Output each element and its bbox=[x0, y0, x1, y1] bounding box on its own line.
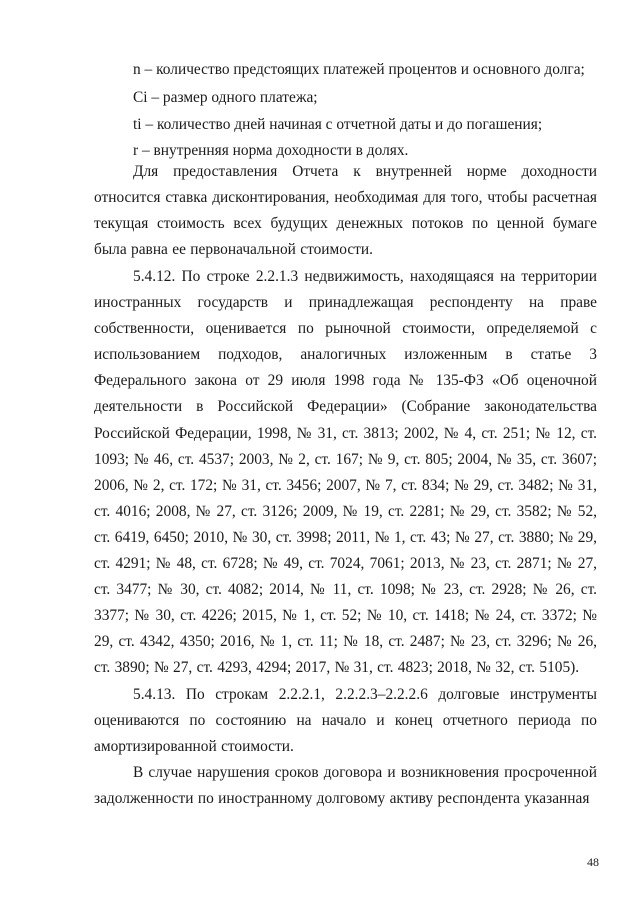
definition-ti: ti – количество дней начиная с отчетной даты и до погашения; bbox=[133, 116, 543, 133]
definition-n: n – количество предстоящих платежей процентов и основного долга; bbox=[133, 61, 585, 78]
paragraph-5-4-13: 5.4.13. По строкам 2.2.2.1, 2.2.2.3–2.2.2.6 долговые инструменты оцениваются по состоянию на начало и конец отчетного периода по амортизированной стоимости. bbox=[94, 686, 597, 756]
definition-r: r – внутренняя норма доходности в долях. bbox=[133, 142, 409, 159]
definition-ci: Ci – размер одного платежа; bbox=[133, 89, 318, 106]
paragraph-5-4-12: 5.4.12. По строке 2.2.1.3 недвижимость, находящаяся на территории иностранных государств и принадлежащая респонденту на праве собственности, оценивается по рыночной стоимости, определяемой с использованием подходов, аналогичных изложенным в статье 3 Федерального закона от 29 июля 1998 года № 135-ФЗ «Об оценочной деятельности в Российской Федерации» (Собрание законодательства Российской Федерации, 1998, № 31, ст. 3813; 2002, № 4, ст. 251; № 12, ст. 1093; № 46, ст. 4537; 2003, № 2, ст. 167; № 9, ст. 805; 2004, № 35, ст. 3607; 2006, № 2, ст. 172; № 31, ст. 3456; 2007, № 7, ст. 834; № 29, ст. 3482; № 31, ст. 4016; 2008, № 27, ст. 3126; 2009, № 19, ст. 2281; № 29, ст. 3582; № 52, ст. 6419, 6450; 2010, № 30, ст. 3998; 2011, № 1, ст. 43; № 27, ст. 3880; № 29, ст. 4291; № 48, ст. 6728; № 49, ст. 7024, 7061; 2013, № 23, ст. 2871; № 27, ст. 3477; № 30, ст. 4082; 2014, № 11, ст. 1098; № 23, ст. 2928; № 26, ст. 3377; № 30, ст. 4226; 2015, № 1, ст. 52; № 10, ст. 1418; № 24, ст. 3372; № 29, ст. 4342, 4350; 2016, № 1, ст. 11; № 18, ст. 2487; № 23, ст. 3296; № 26, ст. 3890; № 27, ст. 4293, 4294; 2017, № 31, ст. 4823; 2018, № 32, ст. 5105). bbox=[94, 268, 597, 677]
page-number: 48 bbox=[587, 855, 599, 869]
paragraph-overdue-debt: В случае нарушения сроков договора и возникновения просроченной задолженности по иностранному долговому активу респондента указанная bbox=[94, 764, 597, 808]
paragraph-discount-rate: Для предоставления Отчета к внутренней норме доходности относится ставка дисконтирования, необходимая для того, чтобы расчетная текущая стоимость всех будущих денежных потоков по ценной бумаге была равна ее первоначальной стоимости. bbox=[94, 163, 597, 259]
